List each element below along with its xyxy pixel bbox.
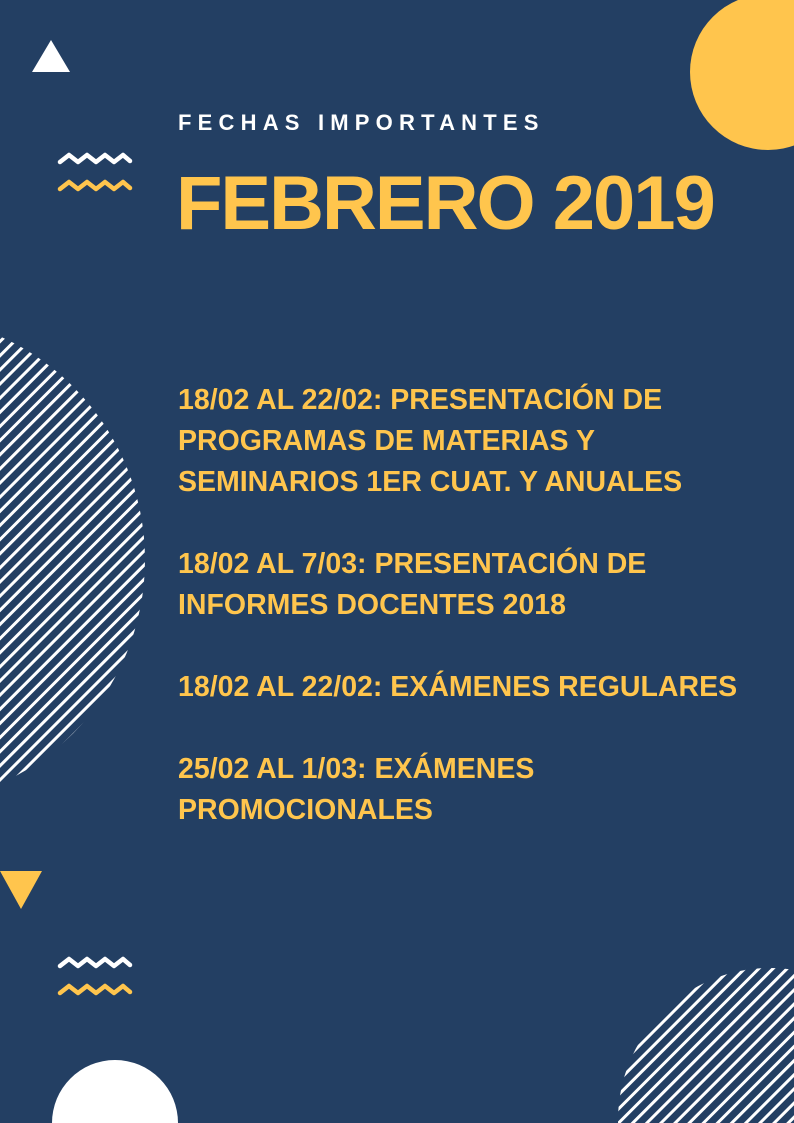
event-item: 18/02 AL 22/02: EXÁMENES REGULARES bbox=[178, 671, 738, 703]
triangle-up-icon bbox=[32, 40, 70, 72]
event-item: 18/02 AL 7/03: PRESENTACIÓN DE INFORMES DOCENTES 2018 bbox=[178, 548, 647, 621]
striped-circle bbox=[618, 968, 794, 1123]
circle-shape bbox=[52, 1060, 178, 1123]
event-item: 25/02 AL 1/03: EXÁMENES PROMOCIONALES bbox=[178, 753, 535, 826]
circle-shape bbox=[690, 0, 794, 150]
events-list bbox=[178, 380, 758, 872]
event-item: 18/02 AL 22/02: PRESENTACIÓN DE PROGRAMAS DE MATERIAS Y SEMINARIOS 1ER CUAT. Y ANUALES bbox=[178, 384, 683, 498]
page-kicker: FECHAS IMPORTANTES bbox=[178, 110, 545, 135]
wave-icon bbox=[60, 959, 130, 993]
wave-icon bbox=[60, 155, 130, 189]
page-title: FEBRERO 2019 bbox=[176, 161, 714, 246]
striped-circle bbox=[0, 315, 145, 805]
triangle-down-icon bbox=[0, 871, 42, 909]
